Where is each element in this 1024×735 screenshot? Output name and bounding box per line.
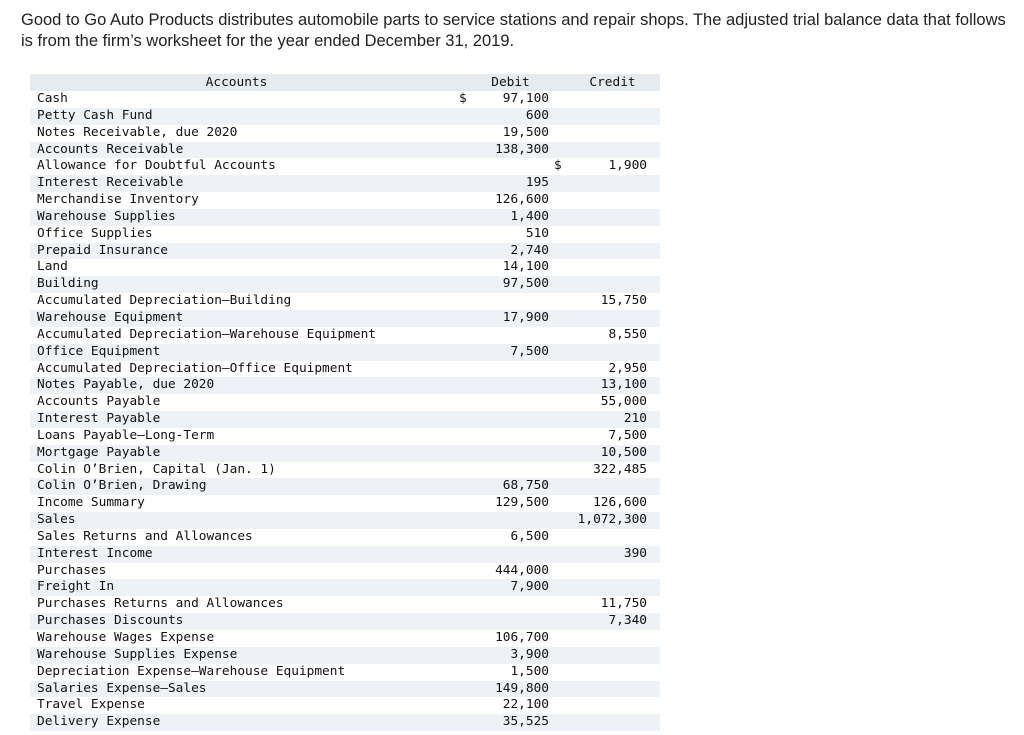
account-name-cell: Warehouse Supplies — [37, 208, 176, 224]
debit-amount: 97,500 — [502, 276, 549, 292]
credit-cell — [549, 125, 660, 142]
credit-cell — [549, 529, 660, 546]
table-row — [30, 125, 660, 142]
account-name-cell: Allowance for Doubtful Accounts — [37, 158, 276, 174]
debit-amount: 510 — [525, 225, 549, 241]
debit-amount: 35,525 — [502, 714, 549, 730]
problem-intro: Good to Go Auto Products distributes automobile parts to service stations and repair shops. The adjusted trial balance data that follows is from the firm’s worksheet for the year ended December 31, 2019. — [21, 11, 1006, 50]
debit-cell — [454, 394, 549, 411]
table-row — [30, 462, 660, 479]
credit-cell — [549, 361, 660, 378]
account-name-cell: Accumulated Depreciation—Building — [37, 293, 292, 309]
debit-amount: 600 — [525, 107, 549, 123]
credit-cell — [549, 613, 660, 630]
account-name-cell: Merchandise Inventory — [37, 192, 199, 208]
table-row — [30, 259, 660, 276]
debit-cell — [454, 512, 549, 529]
debit-amount: 14,100 — [502, 259, 549, 275]
accounts-column-header: Accounts — [205, 75, 268, 90]
debit-cell — [454, 259, 549, 276]
credit-amount: 1,072,300 — [577, 512, 647, 528]
table-row — [30, 361, 660, 378]
credit-cell — [549, 91, 660, 108]
debit-amount: 7,900 — [510, 579, 549, 595]
account-name-cell: Purchases Returns and Allowances — [37, 596, 284, 612]
debit-cell — [454, 546, 549, 563]
credit-amount: 11,750 — [600, 596, 647, 612]
debit-cell — [454, 445, 549, 462]
debit-cell — [454, 495, 549, 512]
table-row — [30, 428, 660, 445]
table-row — [30, 175, 660, 192]
credit-cell — [549, 462, 660, 479]
debit-cell — [454, 293, 549, 310]
debit-cell — [454, 714, 549, 731]
table-row — [30, 495, 660, 512]
debit-amount: 444,000 — [495, 562, 549, 578]
debit-amount: 17,900 — [502, 309, 549, 325]
credit-cell — [549, 243, 660, 260]
credit-cell — [549, 411, 660, 428]
account-name-cell: Petty Cash Fund — [37, 107, 153, 123]
account-name-cell: Warehouse Supplies Expense — [37, 646, 238, 662]
debit-amount: 68,750 — [502, 478, 549, 494]
account-name-cell: Travel Expense — [37, 697, 145, 713]
credit-amount: 55,000 — [600, 394, 647, 410]
credit-cell — [549, 108, 660, 125]
credit-amount: 210 — [623, 411, 647, 427]
debit-amount: 2,740 — [510, 242, 549, 258]
credit-amount: 322,485 — [593, 461, 647, 477]
debit-cell — [454, 411, 549, 428]
table-row — [30, 226, 660, 243]
credit-cell — [549, 276, 660, 293]
debit-cell — [454, 681, 549, 698]
credit-amount: 390 — [623, 545, 647, 561]
table-row — [30, 209, 660, 226]
debit-amount: 1,400 — [510, 208, 549, 224]
account-name-cell: Salaries Expense—Sales — [37, 680, 207, 696]
account-name-cell: Colin O’Brien, Capital (Jan. 1) — [37, 461, 276, 477]
credit-cell — [549, 310, 660, 327]
table-row — [30, 276, 660, 293]
credit-cell — [549, 647, 660, 664]
debit-cell — [454, 91, 549, 108]
credit-amount: 7,500 — [608, 427, 647, 443]
debit-amount: 138,300 — [495, 141, 549, 157]
debit-cell — [454, 613, 549, 630]
debit-cell — [454, 462, 549, 479]
table-row — [30, 512, 660, 529]
credit-cell — [549, 714, 660, 731]
table-row — [30, 563, 660, 580]
debit-amount: 195 — [525, 175, 549, 191]
debit-cell — [454, 579, 549, 596]
credit-dollar-sign: $ — [554, 158, 562, 174]
debit-cell — [454, 377, 549, 394]
debit-cell — [454, 310, 549, 327]
table-row — [30, 394, 660, 411]
table-row — [30, 529, 660, 546]
account-name-cell: Warehouse Equipment — [37, 309, 184, 325]
table-row — [30, 377, 660, 394]
debit-cell — [454, 108, 549, 125]
debit-cell — [454, 529, 549, 546]
account-name-cell: Accumulated Depreciation—Warehouse Equipment — [37, 326, 376, 342]
account-name-cell: Accounts Payable — [37, 394, 161, 410]
debit-cell — [454, 125, 549, 142]
account-name-cell: Purchases — [37, 562, 107, 578]
debit-amount: 149,800 — [495, 680, 549, 696]
credit-cell — [549, 512, 660, 529]
debit-amount: 19,500 — [502, 124, 549, 140]
trial-balance-table — [30, 74, 660, 731]
account-name-cell: Depreciation Expense—Warehouse Equipment — [37, 663, 346, 679]
credit-amount: 10,500 — [600, 444, 647, 460]
table-row — [30, 108, 660, 125]
credit-cell — [549, 445, 660, 462]
debit-cell — [454, 697, 549, 714]
table-row — [30, 344, 660, 361]
account-name-cell: Delivery Expense — [37, 714, 161, 730]
credit-cell — [549, 495, 660, 512]
debit-amount: 97,100 — [502, 91, 549, 106]
credit-cell — [549, 175, 660, 192]
table-row — [30, 647, 660, 664]
account-name-cell: Warehouse Wages Expense — [37, 630, 215, 645]
debit-amount: 126,600 — [495, 192, 549, 208]
account-name-cell: Notes Payable, due 2020 — [37, 377, 215, 393]
account-name-cell: Notes Receivable, due 2020 — [37, 124, 238, 140]
debit-cell — [454, 478, 549, 495]
credit-cell — [549, 563, 660, 580]
credit-amount: 1,900 — [608, 158, 647, 174]
debit-amount: 6,500 — [510, 528, 549, 544]
credit-amount: 7,340 — [608, 613, 647, 629]
credit-cell — [549, 226, 660, 243]
account-name-cell: Purchases Discounts — [37, 613, 184, 629]
credit-cell — [549, 377, 660, 394]
credit-cell — [549, 142, 660, 159]
credit-cell — [549, 579, 660, 596]
credit-cell — [549, 259, 660, 276]
credit-cell — [549, 630, 660, 647]
debit-amount: 106,700 — [495, 630, 549, 645]
debit-cell — [454, 327, 549, 344]
account-name-cell: Office Equipment — [37, 343, 161, 359]
debit-cell — [454, 647, 549, 664]
debit-cell — [454, 226, 549, 243]
debit-cell — [454, 142, 549, 159]
table-row — [30, 596, 660, 613]
account-name-cell: Cash — [37, 91, 68, 106]
credit-column-header: Credit — [589, 75, 636, 90]
credit-cell — [549, 192, 660, 209]
table-row — [30, 445, 660, 462]
credit-cell — [549, 681, 660, 698]
credit-amount: 126,600 — [593, 495, 647, 511]
table-row — [30, 158, 660, 175]
account-name-cell: Interest Income — [37, 545, 153, 561]
credit-cell — [549, 697, 660, 714]
credit-amount: 13,100 — [600, 377, 647, 393]
credit-cell — [549, 293, 660, 310]
account-name-cell: Accumulated Depreciation—Office Equipment — [37, 360, 353, 376]
credit-cell — [549, 158, 660, 175]
debit-dollar-sign: $ — [459, 91, 467, 106]
debit-amount: 129,500 — [495, 495, 549, 511]
account-name-cell: Prepaid Insurance — [37, 242, 168, 258]
credit-cell — [549, 344, 660, 361]
debit-cell — [454, 209, 549, 226]
table-row — [30, 310, 660, 327]
account-name-cell: Sales Returns and Allowances — [37, 528, 253, 544]
account-name-cell: Interest Receivable — [37, 175, 184, 191]
credit-amount: 15,750 — [600, 293, 647, 309]
account-name-cell: Sales — [37, 512, 76, 528]
debit-cell — [454, 158, 549, 175]
debit-cell — [454, 563, 549, 580]
debit-amount: 7,500 — [510, 343, 549, 359]
debit-cell — [454, 175, 549, 192]
debit-cell — [454, 344, 549, 361]
table-header-row — [30, 74, 660, 91]
debit-cell — [454, 192, 549, 209]
credit-cell — [549, 596, 660, 613]
debit-cell — [454, 243, 549, 260]
credit-cell — [549, 394, 660, 411]
account-name-cell: Loans Payable—Long-Term — [37, 427, 215, 443]
credit-amount: 2,950 — [608, 360, 647, 376]
account-name-cell: Income Summary — [37, 495, 145, 511]
table-row — [30, 142, 660, 159]
account-name-cell: Building — [37, 276, 99, 292]
table-row — [30, 630, 660, 647]
table-row — [30, 91, 660, 108]
credit-cell — [549, 428, 660, 445]
table-row — [30, 697, 660, 714]
table-row — [30, 293, 660, 310]
table-row — [30, 243, 660, 260]
debit-column-header: Debit — [491, 75, 530, 90]
account-name-cell: Mortgage Payable — [37, 444, 161, 460]
table-row — [30, 714, 660, 731]
debit-cell — [454, 361, 549, 378]
credit-cell — [549, 664, 660, 681]
account-name-cell: Land — [37, 259, 68, 275]
table-row — [30, 613, 660, 630]
credit-amount: 8,550 — [608, 326, 647, 342]
table-row — [30, 478, 660, 495]
debit-cell — [454, 664, 549, 681]
account-name-cell: Office Supplies — [37, 225, 153, 241]
table-row — [30, 411, 660, 428]
table-row — [30, 579, 660, 596]
debit-amount: 22,100 — [502, 697, 549, 713]
account-name-cell: Accounts Receivable — [37, 141, 184, 157]
credit-cell — [549, 209, 660, 226]
credit-cell — [549, 546, 660, 563]
debit-amount: 1,500 — [510, 663, 549, 679]
header-spacer — [443, 74, 454, 91]
debit-amount: 3,900 — [510, 646, 549, 662]
credit-cell — [549, 327, 660, 344]
table-row — [30, 664, 660, 681]
debit-cell — [454, 630, 549, 647]
debit-cell — [454, 428, 549, 445]
table-row — [30, 192, 660, 209]
account-name-cell: Colin O’Brien, Drawing — [37, 478, 207, 494]
table-row — [30, 681, 660, 698]
table-row — [30, 546, 660, 563]
credit-cell — [549, 478, 660, 495]
debit-cell — [454, 596, 549, 613]
debit-cell — [454, 276, 549, 293]
account-name-cell: Freight In — [37, 579, 115, 595]
table-body — [30, 91, 660, 731]
account-name-cell: Interest Payable — [37, 411, 161, 427]
table-row — [30, 327, 660, 344]
